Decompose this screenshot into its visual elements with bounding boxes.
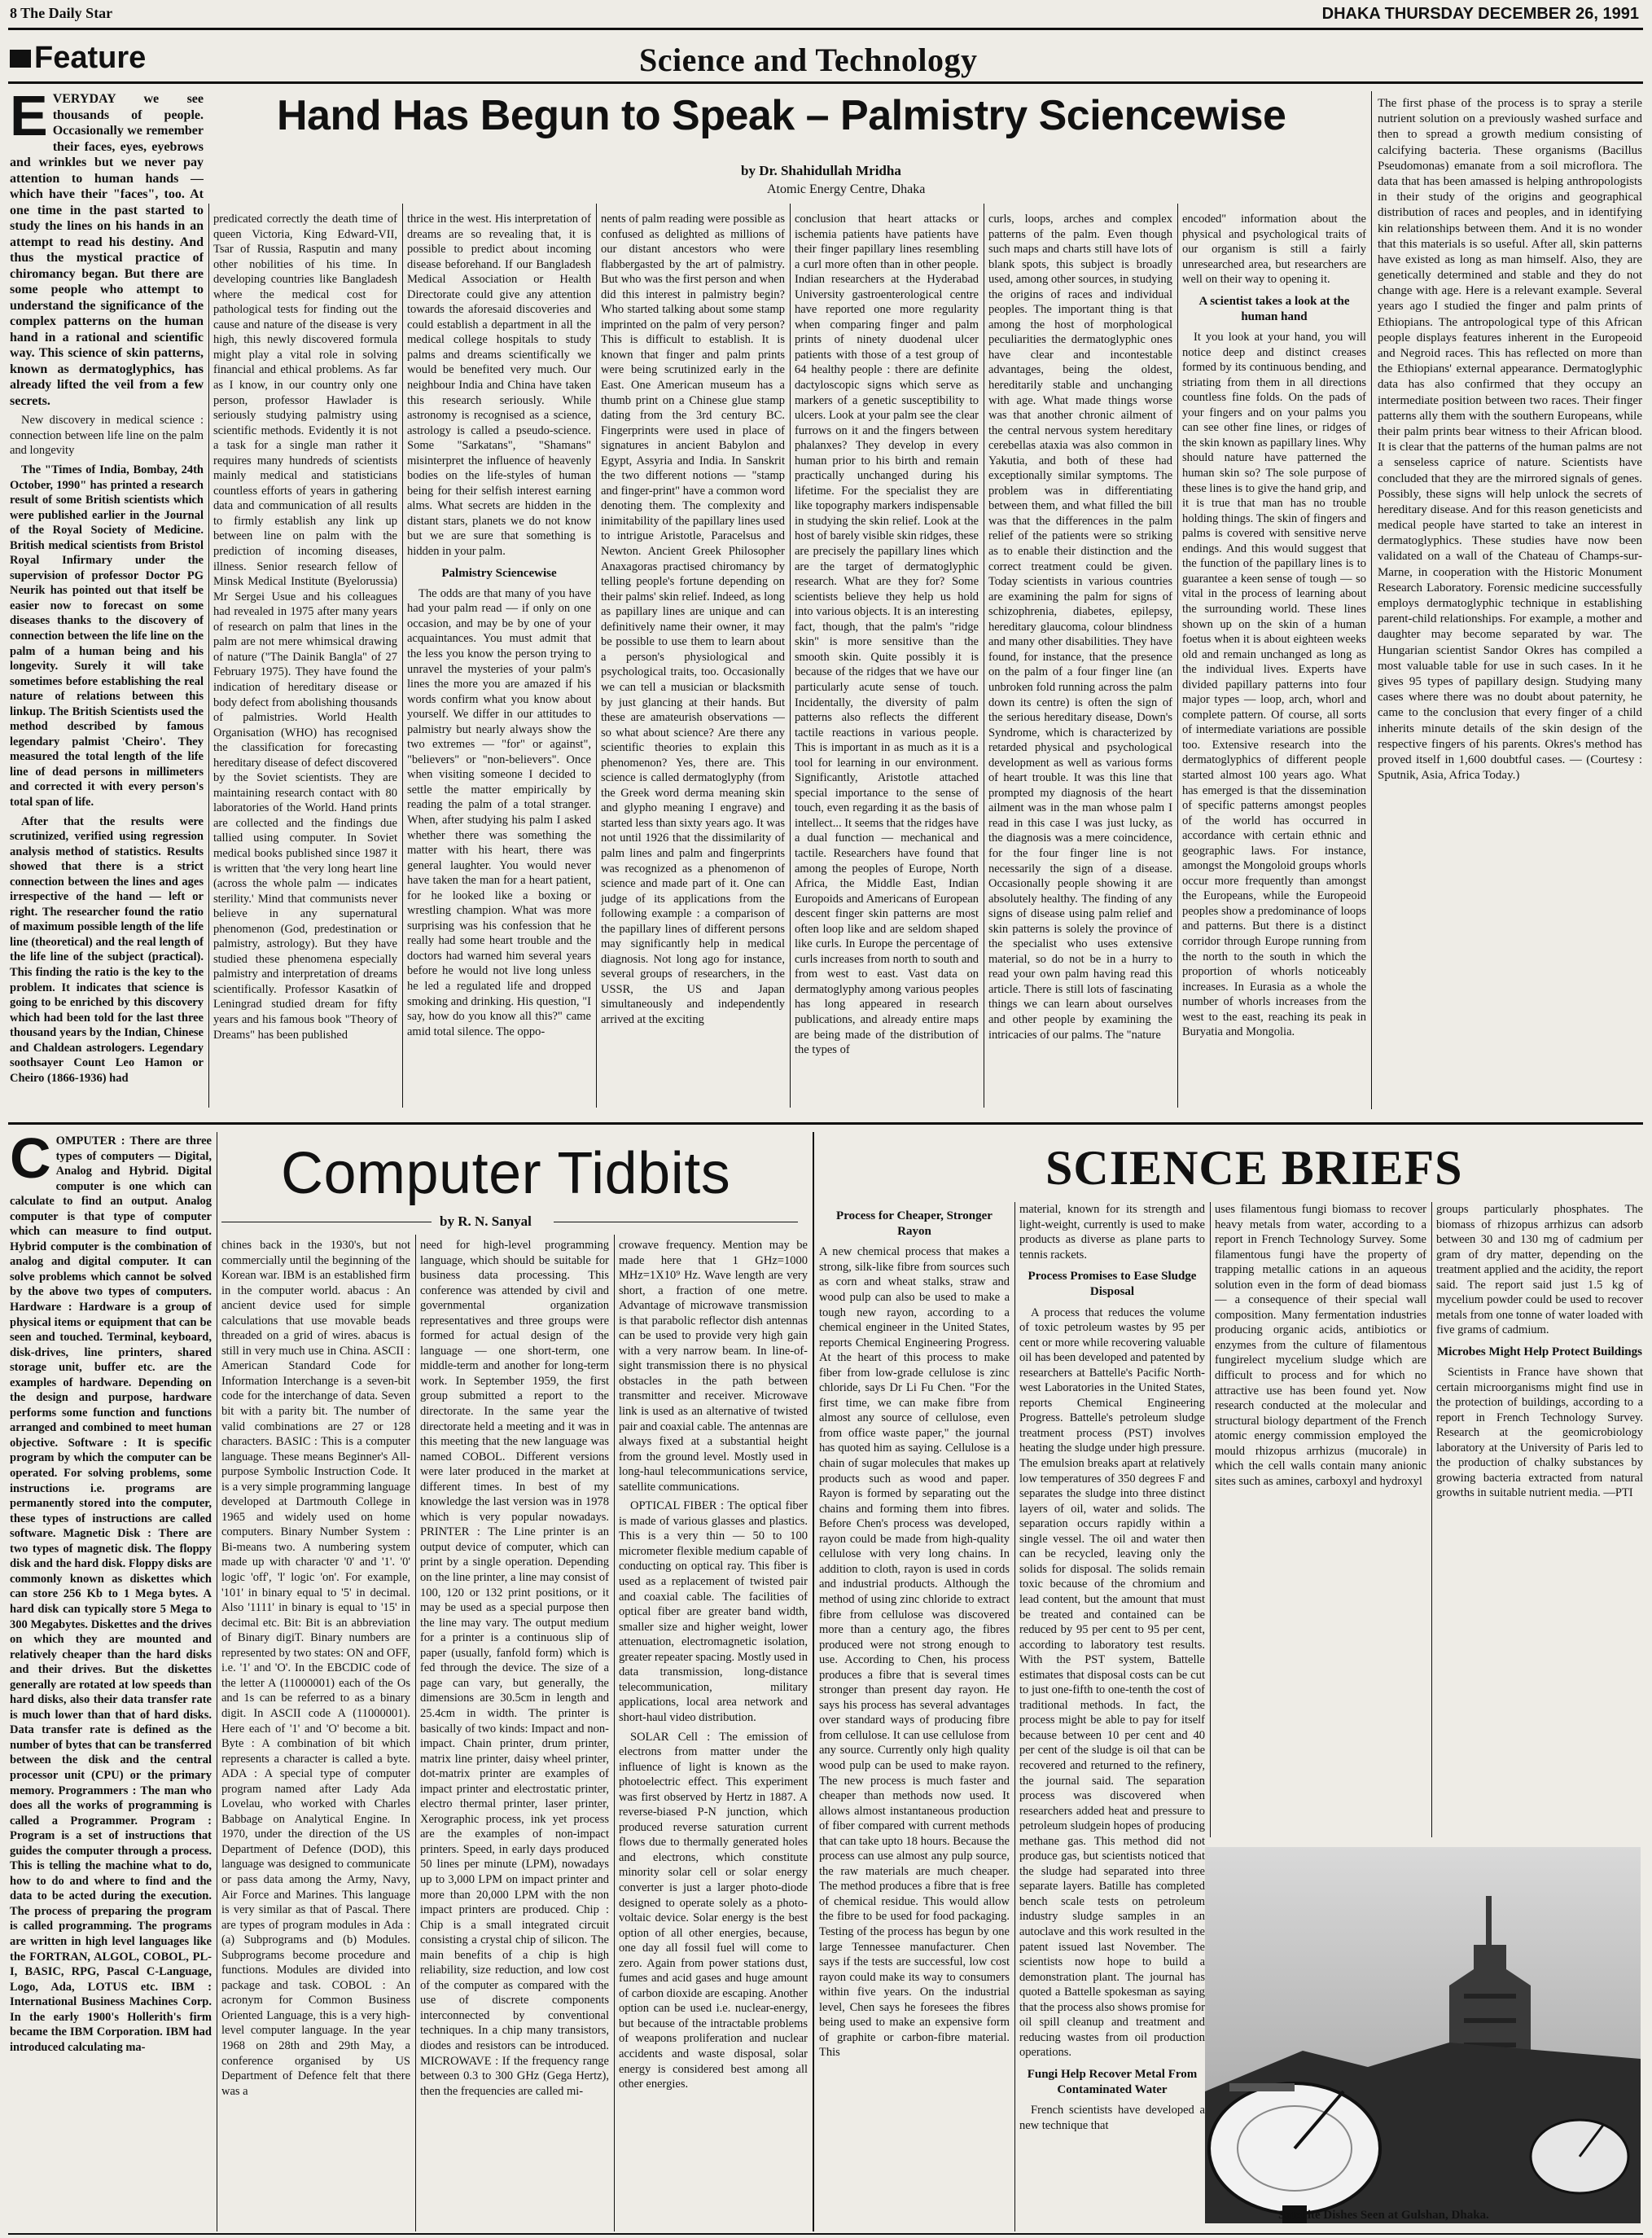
briefs-column-4 [1436,1202,1643,1837]
palmistry-col1-para: After that the results were scrutinized, verified using regression analysis method of statistics. Results showed that there is a strict connection between the lines and ages irrespective of the hand — left or right. The researcher found the ratio of maximum possible length of the life line (theoretical) and the real length of the life line of the subject (practical). This finding the ratio is the key to the problem. It indicates that science is going to be enriched by this discovery which had been told for the last three thousand years by the Indian, Chinese and Chaldean astrologers. Legendary soothsayer Count Leo Hamon or Cheiro (1866-1936) had [10,814,204,1085]
column-rule [402,204,403,1108]
palmistry-intro [10,91,204,409]
palmistry-col5-text: conclusion that heart attacks or ischemia patients have patients have their finger papillary lines resembling a curl more often than in other people. Indian researchers at the Hyderabad University gastroenterological centre have reported one more regularity when comparing finger and palm prints of ninety duodenal ulcer patients with those of a test group of 64 healthy people : there are definite dactyloscopic signs which serve as markers of a genetic susceptibility to ulcers. Look at your palm see the clear furrows on it and the fingers between phalanxes? They develop in every human prior to his birth and remain practically unchanged during his lifetime. For the specialist they are like topography markers indispensable in studying the skin relief. Look at the host of barely visible skin ridges, these are precisely the papillary lines which are the target of dermatoglyphic research. What are they for? Some scientists believe they help us hold into various objects. It is an interesting fact, though, that the palm's "ridge skin" is more sensitive than the smooth skin. Quite possibly it is because of the ridges that we have our particularly acute sense of touch. Incidentally, the diversity of palm patterns also reflects the different tactile reactions in various people. This is important in as much as it is a tool for learning in our environment. Significantly, Aristotle attached special importance to the sense of touch, even regarding it as the basis of intellect... It seems that the ridges have a dual function — mechanical and tactile. Researchers have found that among the peoples of Europe, North Africa, the Middle East, Indian Europoids and Americans of European descent finger skin patterns are most often loop like and are seldom shaped like curls. In Europe the percentage of curls increases from north to south and from west to east. Vast data on dermatoglyphy among various peoples has long appeared in research publications, and already entire maps are being made of the distribution of the types of [795,213,979,1057]
computer-intro [10,1134,212,2055]
column-rule [1371,91,1372,1109]
briefs-col2-text: material, known for its strength and light-weight, currently is used to make products as diverse as plane parts to tennis rackets. [1019,1203,1205,1262]
briefs-col4-text-b: Scientists in France have shown that certain microorganisms might find use in the protection of buildings, according to a report in French Technology Survey. Research at the geomicrobiology laboratory at the University of Paris led to the production of chalky substances by growing bacteria extracted from natural growths in suitable nutrient media. —PTI [1436,1366,1643,1500]
half-page-rule [8,1122,1643,1125]
palmistry-col7-text: encoded" information about the physical and psychological traits of our organism is still a fairly unresearched area, but researchers are well on their way to opening it. [1182,213,1366,287]
column-rule [614,1235,615,2231]
computer-column-2 [221,1238,410,2233]
palmistry-column-1 [10,91,204,1113]
palmistry-column-4 [601,212,785,1116]
palmistry-column-7 [1182,212,1366,1116]
column-rule [1431,1202,1432,1837]
briefs-subhead-rayon: Process for Cheaper, Stronger Rayon [836,1209,993,1239]
column-rule [208,204,209,1108]
palmistry-column-6 [988,212,1172,1116]
science-briefs-headline: SCIENCE BRIEFS [1045,1141,1463,1195]
computer-headline: Computer Tidbits [281,1141,731,1206]
computer-column-3 [420,1238,609,2233]
bottom-rule [8,2233,1643,2235]
photo-caption: Satellite Dishes Seen at Gulshan, Dhaka. [1278,2209,1489,2222]
column-rule [1014,1202,1015,2231]
palmistry-col1-para: The "Times of India, Bombay, 24th October, 1990" has printed a research result of some British scientists which were published earlier in the Journal of the Royal Society of Medicine. British medical scientists from Bristol Royal Infirmary under the supervision of professor Doctor PG Neurik has pointed out that itself be easier now to forecast on some diseases thanks to the discovery of connection between the life line on the palm of a human being and his longevity. Surely it will take sometimes before establishing the real nature of relations between this linkup. The British Scientists used the method described by famous legendary palmist 'Cheiro'. They measured the total length of the life line of dead persons in millimeters and corrected it with every person's total span of life. [10,463,204,809]
briefs-col2-text-c: French scientists have developed a new technique that [1019,2104,1205,2132]
briefs-col3-text: uses filamentous fungi biomass to recover heavy metals from water, according to a report in French Technology Survey. Some filamentous fungi have the property of trapping metallic cations in an aqueous solution even in the form of dead biomass — a consequence of their special wall composition. Many fermentation industries producing organic acids, antibiotics or enzymes from the culture of filamentous fungirelect mycelium sludge which are difficult to process and for which no attractive use has been found yet. Now research conducted at the molecular and structural biology department of the French atomic energy commission employed the mould rhizopus arrhizus (mucorale) in which the cell walls contain many anionic sites such as amines, carboxyl and hydroxyl [1215,1203,1426,1488]
computer-byline: by R. N. Sanyal [440,1213,532,1229]
palmistry-column-2 [213,212,397,1116]
palmistry-col2-text: predicated correctly the death time of queen Victoria, King Edward-VII, Tsar of Russia, Rasputin and many other nobilities of his time. In developing countries like Bangladesh where the medical cost for pathological tests for finding out the cause and nature of the disease is very high, this newly discovered formula might play a vital role in solving financial and ethical problems. As far as I know, in our country only one person, professor Hawlader is seriously studying palmistry using scientific methods. Evidently it is not a task for a single man rather it requires many hundreds of scientists mainly medical and statisticians countless efforts of years in gathering data and communication of all results to firmly establish any link up between line on palm with the prediction of incoming diseases, illness. Senior research fellow of Minsk Medical Institute (Byelorussia) Mr Sergei Usue and his colleagues had revealed in 1975 after many years of research on palm that lines in the palm are not mere whimsical drawing of nature ("The Dainik Bangla" of 27 February 1975). They have found the indication of hereditary disease or body defect from abolishing thousands of palmistries. World Health Organisation (WHO) has recognised the classification for forecasting hereditary disease of defect discovered by the Soviet scientists. They are maintaining research contact with 80 laboratories of the World. Hand prints are collected and the findings due tallied using computer. In Soviet medical books published since 1987 it is written that 'the very long heart line (across the whole palm — indicates sterility.' Mind that communists never believe in any supernatural phenomenon (God, predestination or palmistry, astrology). But they have studied these phenomena especially palmistry and interpretation of dreams scientifically. Professor Kasatkin of Leningrad studied dream for fifty years and his famous book "Theory of Dreams" has been published [213,213,397,1042]
palmistry-headline: Hand Has Begun to Speak – Palmistry Sciencewise [277,92,1286,139]
briefs-column-3 [1215,1202,1426,1837]
palmistry-byline: by Dr. Shahidullah Mridha [741,163,901,178]
computer-col1-text: OMPUTER : There are three types of computers — Digital, Analog and Hybrid. Digital computer is one which can calculate to find an output. Analog computer is that type of computer which can measure to find output. Hybrid computer is the combination of analog and digital computer. It can solve problems which cannot be solved by the above two types of computers. Hardware : Hardware is a group of physical items or equipment that can be seen and touched. Terminal, keyboard, disk-drives, line printers, shared storage unit, buffer etc. are the examples of hardware. Depending on the design and purpose, hardware performs some function and functions arranged and combined to meet human objective. Software : It is specific program by which the computer can be operated. For solving problems, some instructions i.e. programs are permanently stored into the computer, these types of instructions are called software. Magnetic Disk : There are two types of magnetic disk. The floppy disk and the hard disk. Floppy disks are commonly known as diskettes which can store 256 Kb to 1 Mega bytes. A hard disk can typically store 5 Mega to 300 Megabytes. Diskettes and the drives on which they are mounted and relatively cheaper than the hard disks and their drives. But the diskettes generally are rotated at low speeds than hard disks, also their data transfer rate is much lower than that of hard disks. Data transfer rate is defined as the number of bytes that can be transferred between the disk and the central processor unit (CPU) or the primary memory. Programmers : The man who does all the works of programming is called a Programmer. Program : Program is a set of instructions that guides the computer through a process. This is telling the machine what to do, how to do and where to find and the data to be acted during the execution. The process of preparing the program is called programming. The programs are written in high level languages like the FORTRAN, ALGOL, COBOL, PL-I, BASIC, RPG, Pascal C-Language, Logo, Ada, LOTUS etc. IBM : International Business Machines Corp. In the early 1900's Hollerith's firm became the IBM Corporation. IBM had introduced calculating ma- [10,1134,212,2054]
briefs-subhead-fungi: Fungi Help Recover Metal From Contaminated Water [1027,2067,1198,2097]
computer-col4-optical-fiber: OPTICAL FIBER : The optical fiber is made of various glasses and plastics. This is a very thin — 50 to 100 micrometer flexible medium capable of conducting on optical ray. This fiber is used as a replacement of twisted pair and coaxial cable. The facilities of optical fiber are greater band width, smaller size and higher weight, lower attenuation, electromagnetic isolation, greater repeater spacing. Mostly used in data transmission, long-distance telecommunication, military applications, local area network and short-haul video distribution. [619,1499,808,1724]
computer-col4-solar-cell: SOLAR Cell : The emission of electrons from matter under the influence of light is known as the photoelectric effect. This experiment was first observed by Hertz in 1887. A reverse-biased P-N junction, which produced reverse saturation current flows due to thermally generated holes and electrons, which constitute minority solar cell or solar energy converter is just a larger photo-diode designed to operate solely as a photo-voltaic device. Solar energy is the best option of all other energies, because, one day all fossil fuel will come to zero. Again from power stations dust, fumes and acid gases and huge amount of carbon dioxide are escaping. Another option can be used i.e. nuclear-energy, but because of the intractable problems of weapons proliferation and nuclear accidents and waste disposal, solar energy is considered best among all other energies. [619,1730,808,2091]
section-feature-text: Feature [34,41,147,75]
computer-dropcap: C [10,1134,51,1190]
briefs-subhead-microbes: Microbes Might Help Protect Buildings [1437,1345,1642,1358]
section-label-scitech: Science and Technology [639,42,978,78]
computer-column-1 [10,1134,212,2233]
section-marker-block [10,50,31,68]
palmistry-column-5 [795,212,979,1116]
palmistry-col7-text-b: It you look at your hand, you will notice deep and distinct creases formed by its continuous bending, and striating from them in all directions countless fine folds. On the pads of your fingers and on your palms you can see other fine lines, or ridges of the skin known as papillary lines. Why should nature have patterned the human skin so? The sole purpose of these lines is to give the hand grip, and it is true that man has no trouble holding things. The skin of fingers and palms is covered with sensitive nerve endings. And this would suggest that the function of the papillary lines is to guarantee a keen sense of tough — so vital in the process of learning about the surrounding world. These lines shown up on the skin of a human foetus when it is about eighteen weeks old and remain unchanged as long as the individual lives. Experts have divided papillary patterns into four major types — loop, arch, whorl and complete pattern. Of course, all sorts of intermediate variations are possible too. Extensive research into the dermatoglyphics of different people started almost 100 years ago. What has emerged is that the dissemination of specific patterns amongst peoples of the world has occurred in accordance with certain ethnic and geographic laws. For instance, amongst the Mongoloid groups whorls occur more frequently than amongst the Europeans, while the Europeoid peoples show a predominance of loops and patterns. But there is a distinct corridor through Europe running from the north to the south in which the proportion of whorls noticeably increases. In Eurasia as a whole the number of whorls increases from the west to the east, reaching its peak in Buryatia and Mongolia. [1182,331,1366,1039]
computer-column-4 [619,1238,808,2233]
satellite-dishes-photo [1205,1847,1641,2223]
palmistry-column-8 [1378,96,1642,1114]
briefs-col2-text-b: A process that reduces the volume of toxic petroleum wastes by 95 per cent or more while recovering valuable oil has been developed and patented by researchers at Battelle's Pacific North-west Laboratories in the United States, reports Chemical Engineering Progress. Battelle's petroleum sludge treatment process (PST) involves heating the sludge under high pressure. The emulsion breaks apart at relatively low temperatures of 350 degrees F and separates the sludge into three distinct layers of oil, water and solids. The separation occurs rapidly within a single vessel. The oil and water then can be recycled, leaving only the solids for disposal. The solids remain toxic because of the chromium and lead content, but the amount that must be treated and contained can be reduced by 95 per cent to 95 per cent, according to laboratory test results. With the PST system, Battelle estimates that disposal costs can be cut to just one-fifth to one-tenth the cost of traditional methods. In fact, the process might be able to pay for itself because between 10 per cent and 40 per cent of the sludge is oil that can be recovered and returned to the refinery, the journal said. The separation process was discovered when researchers added heat and pressure to petroleum sludgein hopes of producing methane gas. This method did not produce gas, but scientists noticed that the sludge had separated into three separate layers. Batille has completed bench scale tests on petroleum industry sludge samples in an autoclave and this work resulted in the patent issued last November. The scientists now hope to build a demonstration plant. The journal has quoted a Battelle spokesman as saying that the process also shows promise for oil spill cleanup and treatment and reducing wastes from oil production operations. [1019,1306,1205,2060]
briefs-subhead-sludge: Process Promises to Ease Sludge Disposal [1028,1270,1197,1299]
column-rule [813,1132,814,2231]
palmistry-col4-text: nents of palm reading were possible as confused as delighted as millions of our distant ancestors who were flabbergasted by the art of palmistry. But who was the first person and when did this interest in palmistry begin? Who started talking about some stamp imprinted on the palm of very person? This is difficult to establish. It is known that finger and palm prints were being scrutinized early in the East. One American museum has a thumb print on a Chinese glue stamp dating from the 3rd century BC. Fingerprints were used in place of signatures in ancient Babylon and Egypt, Assyria and India. In Sanskrit the two different notions — "stamp and finger-print" have a common word denoting them. The complexity and inimitability of the papillary lines used to intrigue Aristotle, Paracelsus and Newton. Ancient Greek Philosopher Anaxagoras practised chiromancy by telling people's fortune depending on their palms' skin relief. Indeed, as long as papillary lines are unique and can definitively name their owner, it may be possible to use them to learn about a person's physiological and psychological traits, too. Occasionally we can tell a musician or blacksmith by just glancing at their hands. But these are amateurish observations — so what about science? Are there any scientific theories to explain this phenomenon? Yes, there are. This science is called dermatoglyphy (from the Greek word derma meaning skin and glypho meaning I engrave) and started less than sixty years ago. It was not until 1926 that the dissimilarity of palm lines and palm and fingerprints was recognized as a phenomenon of science and made part of it. One can judge of its applications from the following example : a comparison of the papillary lines of different persons may significantly help in medical diagnosis. Not long ago for instance, several groups of researchers, in the USSR, the US and Japan simultaneously and independently arrived at the exciting [601,213,785,1026]
palmistry-subhead-scientist: A scientist takes a look at the human hand [1198,294,1350,323]
briefs-column-1 [819,1202,1010,2233]
palmistry-col6-text: curls, loops, arches and complex patterns of the palm. Even though such maps and charts still have lots of blank spots, this subject is broadly used, among other sources, in studying the origins of races and individual peoples. The important thing is that among the host of morphological peculiarities the dermatoglyphic ones have clear and incontestable advantages, being the oldest, hereditarily stable and unchanging with age. What made things worse was that another chronic ailment of the central nervous system hereditary cerebellas ataxia was also common in Yakutia, and both of these had exceptionally similar symptoms. The problem was in differentiating between them, and what filled the bill was that the differences in the palm relief of the patients were so striking as to enable their distinction and the correct treatment could be given. Today scientists in various countries are examining the palm for signs of schizophrenia, diabetes, epilepsy, hereditary glaucoma, colour blindness and many other disabilities. They have found, for instance, that the presence on the palm of a four finger line (an unbroken fold running across the palm down its centre) is often the sign of the serious hereditary disease, Down's Syndrome, which is characterized by retarded physical and psychological development as well as various forms of heart trouble. It was this line that prompted my diagnosis of the heart ailment was in the man whose palm I read in this case I was just lucky, as the diagnosis was a mere coincidence, for the four finger line is not necessarily the sign of a disease. Occasionally people showing it are absolutely healthy. The finding of any signs of disease using palm relief and skin patterns is solely the province of the specialist who uses extensive material, so do not be in a hurry to read your own palm having read this article. There is still lots of fascinating things we can learn about ourselves and other people by examining the intricacies of our palms. The "nature [988,213,1172,1042]
briefs-col4-text: groups particularly phosphates. The biomass of rhizopus arrhizus can adsorb between 30 and 130 mg of cadmium per gram of dry matter, depending on the treatment applied and the acidity, the report said. The report said just 1.5 kg of mycelium powder could be used to recover metals from one tonne of water loaded with five grams of cadmium. [1436,1203,1643,1337]
photo-image [1205,1847,1641,2223]
section-rule [8,81,1643,84]
computer-col4-text: crowave frequency. Mention may be made here that 1 GHz=1000 MHz=1X10⁹ Hz. Wave length are very short, a fraction of one metre. Advantage of microwave transmission is that parabolic reflector dish antennas can be used to provide very high gain with a very narrow beam. In line-of-sight transmission there is no physical obstacles in the path between transmitter and receiver. Microwave link is used as an alternative of twisted pair and coaxial cable. The antennas are always fixed at a substantial height from the ground level. Mostly used in long-haul telecommunications service, satellite communications. [619,1239,808,1494]
briefs-column-2 [1019,1202,1205,2233]
column-rule [1210,1202,1211,1837]
palmistry-dropcap: E [10,91,48,147]
palmistry-col8-text: The first phase of the process is to spray a sterile nutrient solution on a previously washed surface and then to spread a growth medium consisting of calcifying bacteria. These organisms (Bacillus Pseudomonas) emanate from a soil microflora. The data that has been amassed is helping anthropologists in their study of the origins and geographical distribution of races and peoples, and in identifying kin relationships between them. And it is no wonder that this materials is so useful. After all, skin patterns have existed as long as man himself. Also, they are genetically determined and stable and they do not change with age. Here is a relevant example. Several years ago I studied the finger and palm prints of Ethiopians. The antropological type of this African people displays features inherent in the Europeoid and Negroid races. This has reflected on more than the Ethiopians' external appearance. Dermatoglyphic data has also confirmed that they occupy an intermediate position between two races. Their finger patterns ally them with the southern Europeans, while their palm prints bear witness to their African blood. It is clear that the patterns of the human palms are not a senseless caprice of nature. Scientists have concluded that they are the mirrored signals of genes. Possibly, these signs will help unlock the secrets of hereditary disease. And for this reason geneticists and medical people have started to take an interest in dermatoglyphics. These studies have now been validated on a wall of the Chateau of Champs-sur-Marne, in cooperation with the Historic Monument Research Laboratory. Forensic medicine successfully employs dermatoglyphic technique in establishing parent-child relationships. For example, a mother and daughter may become separated by war. The Hungarian scientist Sandor Okres has compiled a most valuable table for use in such cases. In it he gives 95 types of papillary design. Studying many cases where there was no doubt about paternity, he came to the conclusion that every finger of a child inherits minute details of the skin design of the respective fingers of his parents. Okres's method has proved itself in 1,600 doubtful cases. — (Courtesy : Sputnik, Asia, Africa Today.) [1378,97,1642,783]
palmistry-intro-text: VERYDAY we see thousands of people. Occasionally we remember their faces, eyes, eyebrows and wrinkles but we never pay attention to human hands — which have their "faces", too. At one time in the past started to study the lines on his hands in an attempt to read his destiny. And thus the mystical practice of chiromancy began. But there are some people who attempt to understand the significance of the complex patterns on the human hand in a rational and scientific way. This science of skin patterns, known as dermatoglyphics, has already lifted the veil from a few secrets. [10,92,204,408]
palmistry-col3-text: thrice in the west. His interpretation of dreams are so revealing that, it is possible to predict about incoming disease beforehand. If our Bangladesh Medical Association or Health Directorate could give any attention towards the aforesaid discoveries and could establish a department in all the medical college hospitals to study palms and dreams scientifically we would be benefited very much. Our neighbour India and China have taken this research seriously. While astronomy is recognised as a science, astrology is called a pseudo-science. Some "Sarkatans", "Shamans" misinterpret the influence of heavenly bodies on the life-styles of human being for their selfish interest earning alms. What secrets are hidden in the distant stars, planets we do not know but we are sure that something is hidden in your palm. [407,213,591,559]
column-rule [415,1235,416,2231]
column-rule [596,204,597,1108]
top-rule [8,28,1643,30]
briefs-col1-text: A new chemical process that makes a strong, silk-like fibre from sources such as corn and wheat stalks, straw and wood pulp can also be used to make a tough new rayon, according to a chemical engineer in the United States, reports Chemical Engineering Progress. At the heart of this process to make fiber from low-grade cellulose is zinc chloride, says Dr Li Fu Chen. "For the first time, we can make fibre from almost any source of cellulose, even from office waste paper," the journal has quoted him as saying. Cellulose is a chain of sugar molecules that makes up products such as wood and paper. Rayon is formed by separating out the chains and forming them into fibres. Before Chen's process was developed, rayon could be made from high-quality cellulose with very long chains. In addition to cloth, rayon is used in cords and industrial products. Although the method of using zinc chloride to extract fibre from cellulose was discovered more than a century ago, the fibres produced were not strong enough to use. According to Chen, his process produces a fibre that is several times stronger than present day rayon. He says his process has several advantages over standard ways of producing fibre from cellulose. It can use cellulose from any source. Currently only high quality wood pulp can be used to make rayon. The new process is much faster and cheaper than methods now used. It allows almost instantaneous production of fiber compared with current methods that can take upto 18 hours. Because the process can use almost any pulp source, the raw materials are much cheaper. The method produces a fibre that is free of chemical residue. This would allow the fibre to be used for food packaging. Testing of the process has begun by one large Tennessee manufacturer. Chen says if the tests are successful, low cost rayon could make its way to consumers within five years. On the industrial level, Chen says he foresees the fibres being used to make an expensive form of graphite or carbon-fibre material. This [819,1245,1010,2060]
date-line: DHAKA THURSDAY DECEMBER 26, 1991 [1321,5,1639,23]
column-rule [790,204,791,1108]
computer-col3-text: need for high-level programming language, which should be suitable for business data processing. This conference was attended by civil and governmental organization representatives and three groups were formed for actual design of the language — one short-term, one middle-term and another for long-term work. In September 1959, the first group submitted a report to the directorate. In the same year the directorate held a meeting and it was in this meeting that the new language was named COBOL. Different versions were later produced in the market at different times. In best of my knowledge the last version was in 1978 which is very popular nowadays. PRINTER : The Line printer is an output device of computer, which can print by a single operation. Depending on the line printer, a line may consist of 100, 120 or 132 print positions, or it may be used as a special purpose then the line may vary. The output medium for a printer is a continuous slip of paper (usually, fanfold form) which is fed through the device. The size of a page can vary, but generally, the dimensions are 30.5cm in length and 25.4cm in width. The printer is basically of two kinds: Impact and non-impact. Chain printer, drum printer, matrix line printer, daisy wheel printer, dot-matrix printer are examples of impact printer and electrostatic printer, electro thermal printer, laser printer, Xerographic process, ink yet process are the examples of non-impact printers. Speed, in early days produced 50 lines per minute (LPM), nowadays up to 3,000 LPM on impact printer and more than 20,000 LPM with the non impact printers are produced. Chip : Chip is a small integrated circuit consisting a crystal chip of silicon. The main benefits of a chip is high reliability, size reduction, and low cost of the computer as compared with the use of discrete components interconnected by conventional techniques. In a chip many transistors, diodes and resistors can be introduced. MICROWAVE : If the frequency range between 0.3 to 300 GHz (Gega Hertz), then the frequencies are called mi- [420,1239,609,2098]
palmistry-col3-text-b: The odds are that many of you have had your palm read — if only on one occasion, and may be by one of your acquaintances. You must admit that the less you know the person trying to unravel the mysteries of your palm's lines the more you are amazed if his words confirm what you know about yourself. We differ in our attitudes to palmistry but nearly always show the two extremes — "for" or against", "believers" or "non-believers". Once when visiting someone I decided to settle the matter empirically by reading the palm of a total stranger. When, after studying his palm I asked whether there was something the matter with his heart, there was general laughter. You would never have taken the man for a heart patient, for he looked like a boxing or wrestling champion. What was more surprising was his confession that he really had some heart trouble and the doctors had warned him several years before he would not live long unless he led a regulated life and dropped smoking and drinking. His question, "I say, how do you know all this?" came amid total silence. The oppo- [407,586,591,1038]
palmistry-affiliation: Atomic Energy Centre, Dhaka [767,182,926,196]
page-number-paper-name: 8 The Daily Star [10,5,113,21]
palmistry-col1-subhead: New discovery in medical science : connection between life line on the palm and longevity [10,414,204,458]
palmistry-column-3 [407,212,591,1116]
computer-col2-text: chines back in the 1930's, but not commercially until the beginning of the Korean war. IBM is an established firm in the computer world. abacus : An ancient device used for simple calculations that use movable beads threaded on a grid of wires. abacus is still in very much use in China. ASCII : American Standard Code for Information Interchange is a seven-bit code for the interchange of data. Seven bit with a parity bit. The number of valid combinations are 27 or 128 characters. BASIC : This is a computer language. These means Beginner's All-purpose Symbolic Instruction Code. It is a very simple programming language developed at Dartmouth College in 1965 and widely used on home computers. Binary Number System : Bi-means two. A numbering system made up with character '0' and '1'. '0' logic 'off', 'l' logic 'on'. For example, '101' in binary equal to '5' in decimal. Also '1111' in binary is equal to '15' in decimal etc. Bit: Bit is an abbreviation of Binary digiT. Binary numbers are represented by two states: ON and OFF, i.e. '1' and 'O'. In the EBCDIC code of the letter A (11000001) each of the Os and 1s can be referred to as a binary digit. In ASCII code A (11000001). Here each of '1' and 'O' become a bit. Byte : A combination of bit which represents a character is called a byte. ADA : A special type of computer program named after Lady Ada Lovelau, who worked with Charles Babbage on Analytical Engine. In 1970, under the direction of the US Department of Defence (DOD), this language was designed to communicate or pass data among the Army, Navy, Air Force and Marines. This language is very similar as that of Pascal. There are types of program modules in Ada : (a) Subprograms and (b) Modules. Subprograms become procedure and functions. Modules are divided into package and task. COBOL : An acronym for Common Business Oriented Language, this is a very high-level computer language. In the year 1968 on 28th and 29th May, a conference organised by US Department of Defence felt that there was a [221,1239,410,2098]
section-label-feature [10,41,146,76]
palmistry-subhead-sciencewise: Palmistry Sciencewise [441,566,557,580]
column-rule [1177,204,1178,1108]
